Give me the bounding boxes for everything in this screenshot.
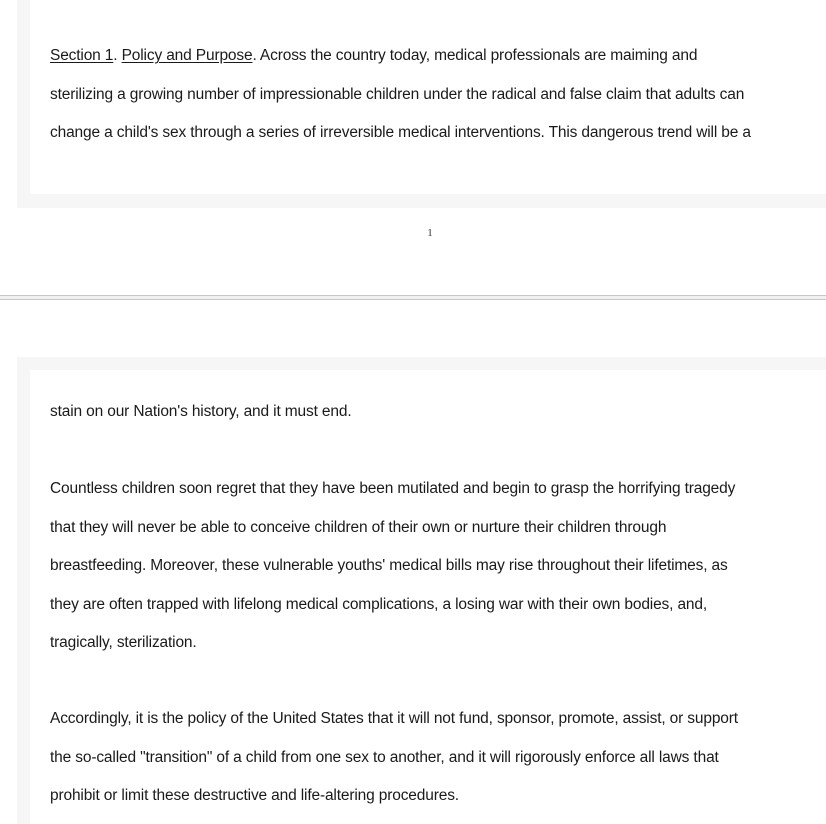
section-intro-text: . Across the country today, medical professionals are maiming and [252, 47, 698, 64]
paragraph-line: stain on our Nation's history, and it must end. [50, 403, 352, 420]
paragraph-line: breastfeeding. Moreover, these vulnerable youths' medical bills may rise throughout their lifetimes, as [50, 557, 728, 574]
page-break-divider [0, 295, 826, 300]
paragraph-line: Accordingly, it is the policy of the United States that it will not fund, sponsor, promote, assist, or support [50, 710, 738, 727]
section-separator: . [113, 47, 122, 64]
paragraph-line: sterilizing a growing number of impressionable children under the radical and false claim that adults can [50, 85, 745, 103]
paragraph-line: change a child's sex through a series of irreversible medical interventions. This dangerous trend will be a [50, 124, 751, 141]
section-1-paragraph [50, 37, 810, 153]
paragraph-line: they are often trapped with lifelong medical complications, a losing war with their own bodies, and, [50, 595, 708, 613]
paragraph-line: that they will never be able to conceive children of their own or nurture their children through [50, 518, 667, 536]
paragraph-line: tragically, sterilization. [50, 634, 197, 651]
paragraph-line [50, 37, 810, 76]
page-number: 1 [427, 227, 433, 239]
section-title: Policy and Purpose [121, 47, 253, 64]
paragraph-line: prohibit or limit these destructive and life-altering procedures. [50, 787, 459, 804]
continued-paragraph [50, 393, 810, 432]
section-label: Section 1 [50, 47, 114, 64]
paragraph-line: Countless children soon regret that they have been mutilated and begin to grasp the horrifying tragedy [50, 480, 736, 497]
paragraph-line: the so-called "transition" of a child from one sex to another, and it will rigorously enforce all laws that [50, 748, 719, 766]
regret-paragraph [50, 470, 810, 663]
policy-paragraph [50, 700, 810, 816]
